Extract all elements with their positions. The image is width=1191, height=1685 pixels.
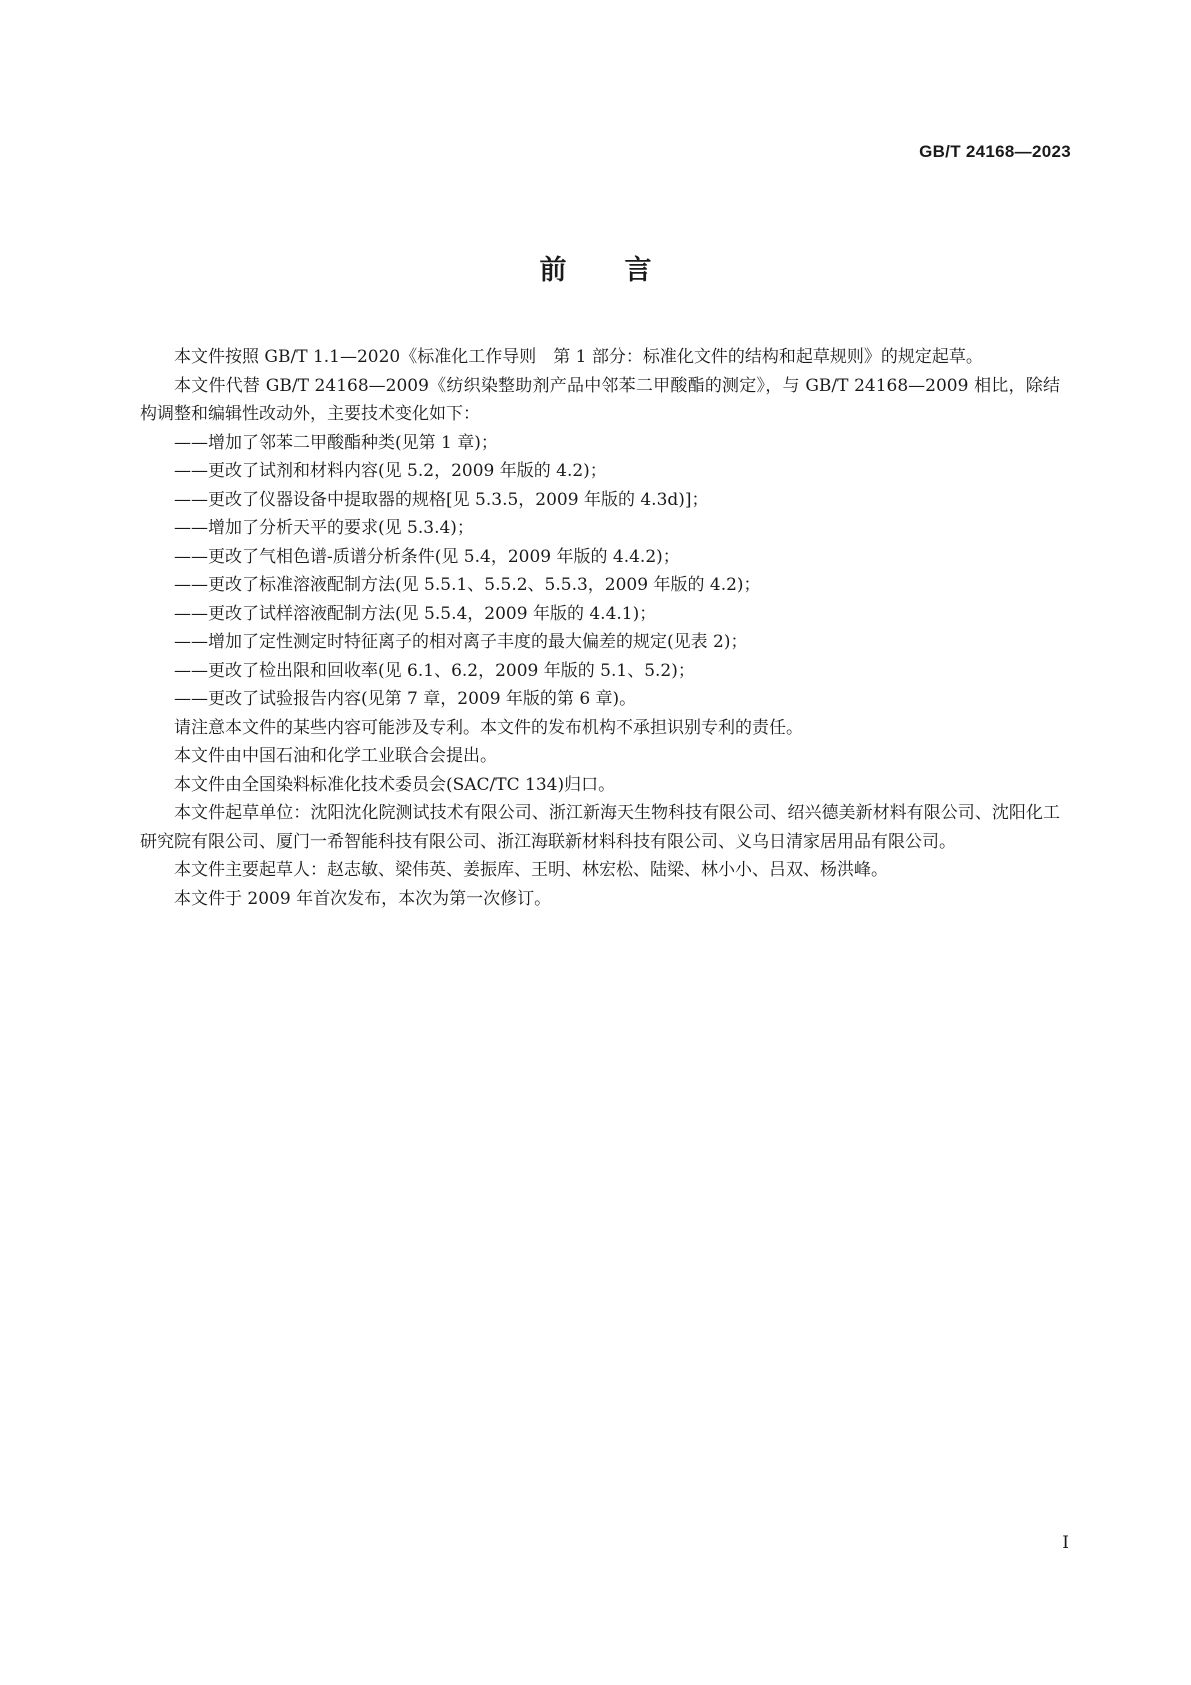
change-item: ——更改了试剂和材料内容(见 5.2，2009 年版的 4.2)； xyxy=(174,461,607,481)
paragraph-patent-notice: 请注意本文件的某些内容可能涉及专利。本文件的发布机构不承担识别专利的责任。 xyxy=(174,717,803,738)
preface-body xyxy=(140,343,1060,913)
change-item: ——更改了标准溶液配制方法(见 5.5.1、5.5.2、5.5.3，2009 年版的 4.2)； xyxy=(174,575,761,595)
change-item: ——增加了定性测定时特征离子的相对离子丰度的最大偏差的规定(见表 2)； xyxy=(174,632,748,652)
paragraph-drafting-units: 本文件起草单位：沈阳沈化院测试技术有限公司、浙江新海天生物科技有限公司、绍兴德美新材料有限公司、沈阳化工研究院有限公司、厦门一希智能科技有限公司、浙江海联新材料科技有限公司、义乌日清家居用品有限公司。 xyxy=(140,803,1060,852)
paragraph-administrator: 本文件由全国染料标准化技术委员会(SAC/TC 134)归口。 xyxy=(174,774,616,795)
page-title: 前言 xyxy=(539,255,710,286)
document-id: GB/T 24168—2023 xyxy=(919,142,1071,161)
paragraph-replacement: 本文件代替 GB/T 24168—2009《纺织染整助剂产品中邻苯二甲酸酯的测定》，与 GB/T 24168—2009 相比，除结构调整和编辑性改动外，主要技术变化如下： xyxy=(140,375,1060,424)
change-item: ——更改了气相色谱-质谱分析条件(见 5.4，2009 年版的 4.4.2)； xyxy=(174,546,680,567)
change-item: ——更改了试样溶液配制方法(见 5.5.4，2009 年版的 4.4.1)； xyxy=(174,603,657,624)
paragraph-publication-history: 本文件于 2009 年首次发布，本次为第一次修订。 xyxy=(174,888,552,909)
paragraph-drafting-rules: 本文件按照 GB/T 1.1—2020《标准化工作导则 第 1 部分：标准化文件的结构和起草规则》的规定起草。 xyxy=(174,347,983,367)
page-number: I xyxy=(1062,1533,1069,1553)
change-item: ——更改了检出限和回收率(见 6.1、6.2，2009 年版的 5.1、5.2)； xyxy=(174,660,695,681)
change-item: ——增加了分析天平的要求(见 5.3.4)； xyxy=(174,518,474,538)
paragraph-proposer: 本文件由中国石油和化学工业联合会提出。 xyxy=(174,746,497,766)
change-item: ——更改了仪器设备中提取器的规格[见 5.3.5，2009 年版的 4.3d)]； xyxy=(174,489,709,510)
change-item: ——更改了试验报告内容(见第 7 章，2009 年版的第 6 章)。 xyxy=(174,689,637,709)
paragraph-drafters: 本文件主要起草人：赵志敏、梁伟英、姜振库、王明、林宏松、陆梁、林小小、吕双、杨洪峰。 xyxy=(174,860,888,880)
change-item: ——增加了邻苯二甲酸酯种类(见第 1 章)； xyxy=(174,432,498,453)
